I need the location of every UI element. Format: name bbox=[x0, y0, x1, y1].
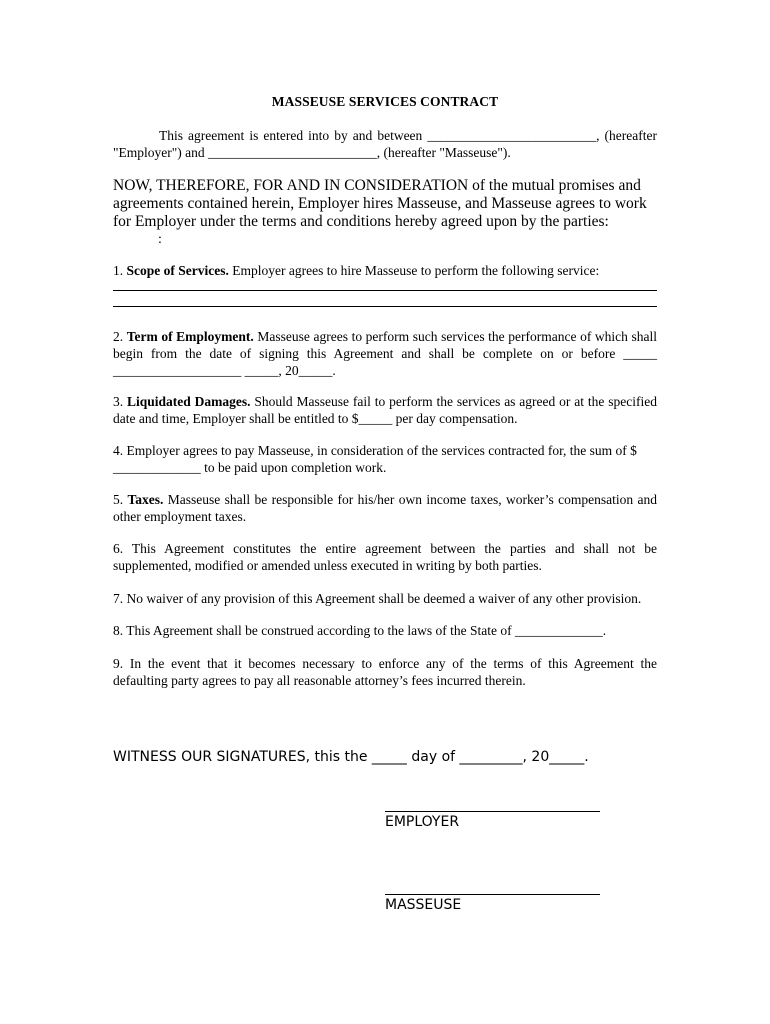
clause-7: 7. No waiver of any provision of this Agreement shall be deemed a waiver of any other provision. bbox=[113, 591, 642, 606]
clause-5-heading: Taxes. bbox=[127, 492, 164, 507]
scope-blank-line-1 bbox=[113, 290, 657, 291]
clause-3-number: 3. bbox=[113, 394, 127, 409]
employer-label: EMPLOYER bbox=[385, 814, 460, 830]
clause-5-text: Masseuse shall be responsible for his/her own income taxes, worker’s compensation and other employment taxes. bbox=[113, 492, 658, 524]
masseuse-signature-line bbox=[385, 894, 600, 895]
masseuse-label: MASSEUSE bbox=[385, 897, 462, 913]
clause-3-text: Should Masseuse fail to perform the services as agreed or at the specified date and time, Employer shall be entitled to $_____ per day compensation. bbox=[113, 394, 657, 426]
clause-1-number: 1. bbox=[113, 263, 127, 278]
clause-5-number: 5. bbox=[113, 492, 128, 507]
clause-6: 6. This Agreement constitutes the entire agreement between the parties and shall not be supplemented, modified or amended unless executed in writing by both parties. bbox=[113, 541, 657, 573]
clause-3 bbox=[113, 393, 657, 427]
clause-9: 9. In the event that it becomes necessary to enforce any of the terms of this Agreement the defaulting party agrees to pay all reasonable attorney’s fees incurred therein. bbox=[113, 656, 657, 688]
employer-signature-line bbox=[385, 811, 600, 812]
clause-3-heading: Liquidated Damages. bbox=[127, 394, 251, 409]
clause-8: 8. This Agreement shall be construed according to the laws of the State of _____________. bbox=[113, 623, 607, 638]
witness-line: WITNESS OUR SIGNATURES, this the _____ day of _________, 20_____. bbox=[113, 749, 589, 765]
clause-2 bbox=[113, 328, 657, 379]
clause-5 bbox=[113, 491, 657, 525]
clause-1 bbox=[113, 262, 657, 279]
clause-2-heading: Term of Employment. bbox=[126, 329, 254, 344]
clause-1-heading: Scope of Services. bbox=[126, 263, 229, 278]
consideration-paragraph: NOW, THEREFORE, FOR AND IN CONSIDERATION of the mutual promises and agreements contained herein, Employer hires Masseuse, and Masseuse agrees to work for Employer under the terms and conditions hereby agreed upon by the parties: bbox=[113, 177, 647, 230]
colon-mark: : bbox=[158, 232, 162, 247]
intro-paragraph: This agreement is entered into by and between _________________________, (hereafter "Employer") and _________________________, (hereafter "Masseuse"). bbox=[113, 128, 657, 160]
clause-2-number: 2. bbox=[113, 329, 127, 344]
document-title: MASSEUSE SERVICES CONTRACT bbox=[271, 94, 499, 109]
scope-blank-line-2 bbox=[113, 306, 657, 307]
clause-2-text: Masseuse agrees to perform such services the performance of which shall begin from the date of signing this Agreement and shall be complete on or before _____ ___________________ _____, 20_____. bbox=[113, 329, 658, 378]
clause-1-text: Employer agrees to hire Masseuse to perform the following service: bbox=[228, 263, 600, 278]
clause-4: 4. Employer agrees to pay Masseuse, in consideration of the services contracted for, the sum of $ _____________ to be paid upon completion work. bbox=[113, 443, 637, 475]
